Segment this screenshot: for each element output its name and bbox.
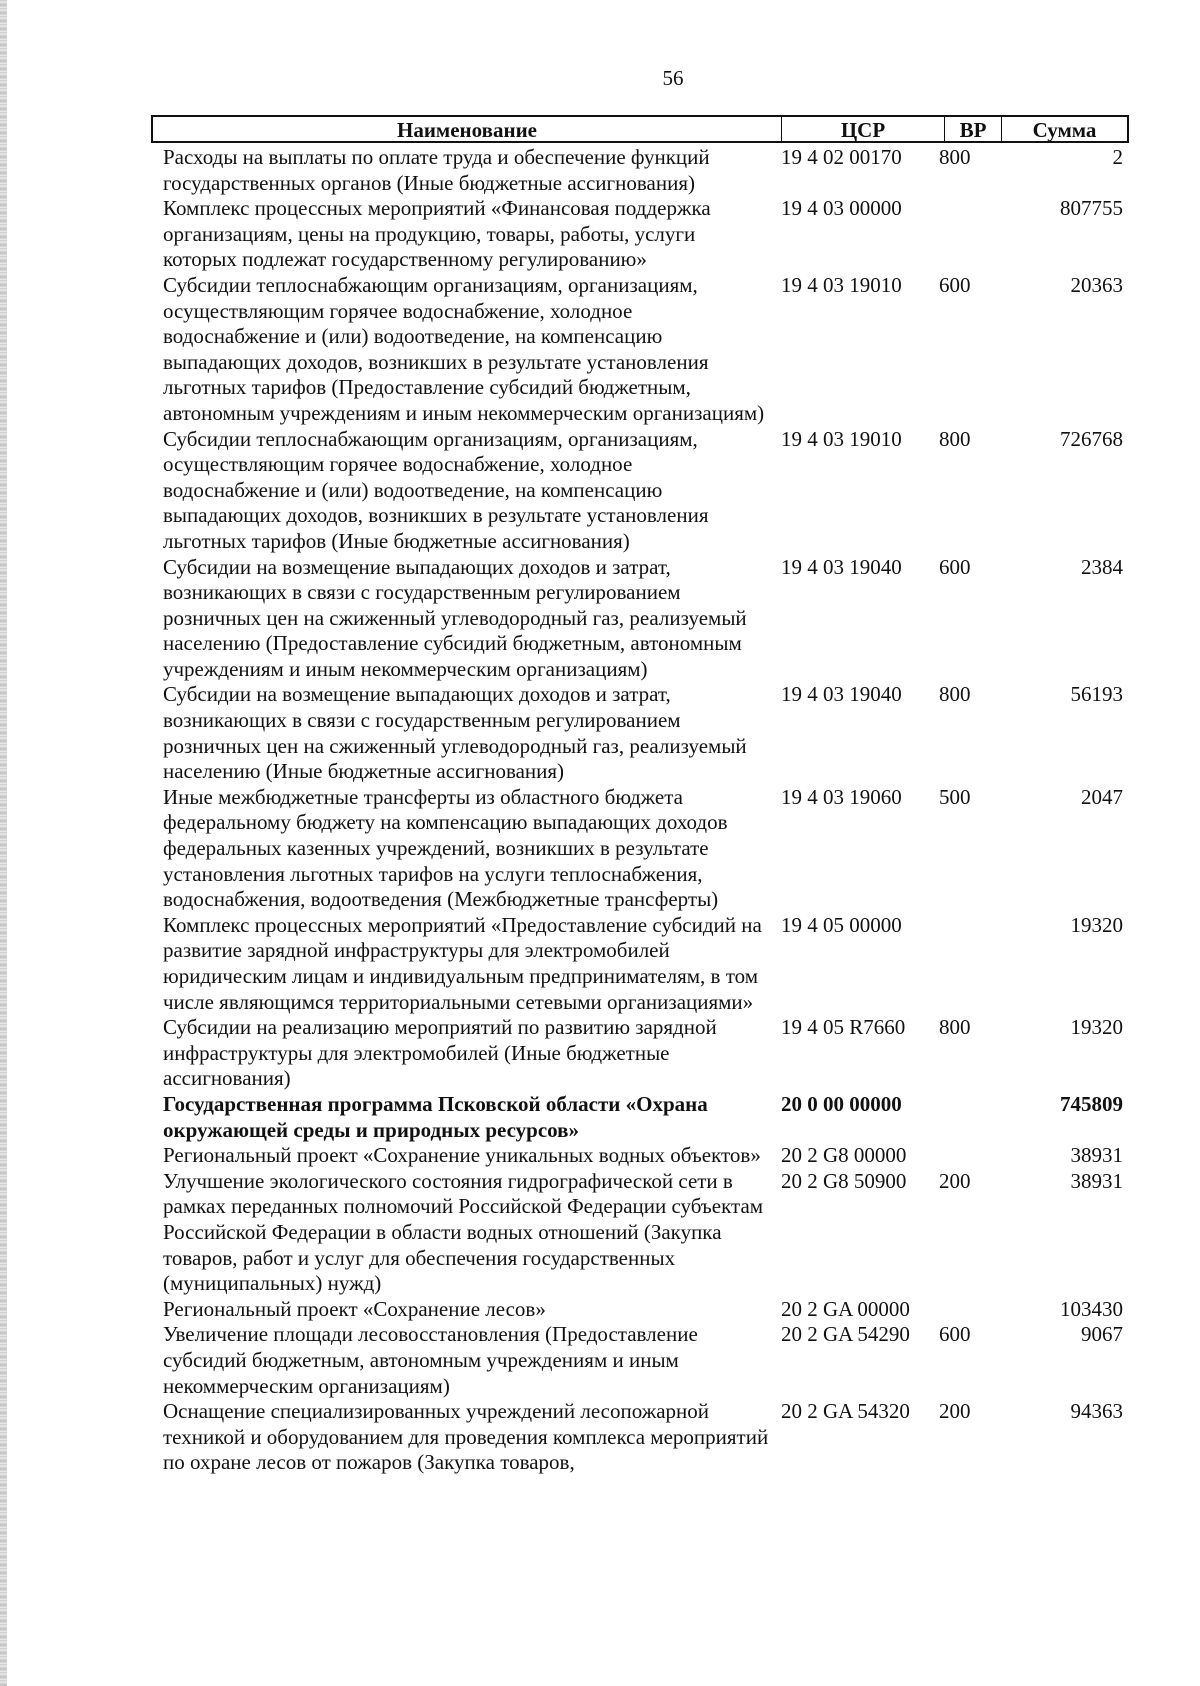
header-sum: Сумма (1032, 118, 1097, 142)
row-sum: 20363 (1070, 272, 1123, 297)
row-vr: 200 (939, 1399, 971, 1424)
row-sum: 56193 (1070, 682, 1123, 707)
row-sum: 38931 (1070, 1143, 1123, 1168)
row-sum: 94363 (1070, 1399, 1123, 1424)
row-csr: 19 4 05 R7660 (781, 1015, 906, 1040)
row-vr: 600 (939, 272, 971, 297)
row-csr: 20 2 GA 00000 (781, 1296, 910, 1321)
row-vr: 800 (939, 426, 971, 451)
row-csr: 20 2 GA 54320 (781, 1399, 910, 1424)
row-sum: 9067 (1081, 1322, 1123, 1347)
page-number: 56 (662, 66, 684, 90)
row-csr: 19 4 03 00000 (781, 196, 902, 221)
row-name: Иные межбюджетные трансферты из областного бюджета федеральному бюджету на компенсацию выпадающих доходов федеральных казенных учреждений, возникших в результате установления льготных тарифов на услуги теплоснабжения, водоснабжения, водоотведения (Межбюджетные трансферты) (163, 784, 728, 912)
table-row (163, 145, 1123, 196)
header-vr: ВР (945, 117, 1002, 141)
row-csr: 19 4 02 00170 (781, 145, 902, 169)
scan-edge (0, 0, 7, 1686)
row-vr: 800 (939, 1015, 971, 1040)
row-name: Субсидии на возмещение выпадающих доходов и затрат, возникающих в связи с государственным регулированием розничных цен на сжиженный углеводородный газ, реализуемый населению (Предоставление субсидий бюджетным, автономным учреждениям и иным некоммерческим организациям) (163, 554, 747, 681)
row-sum: 19320 (1070, 1015, 1123, 1040)
row-vr (931, 1092, 991, 1143)
row-csr: 19 4 05 00000 (781, 912, 902, 937)
row-name: Комплекс процессных мероприятий «Предоставление субсидий на развитие зарядной инфраструктуры для электромобилей юридическим лицам и индивидуальным предпринимателям, в том числе являющимся территориальными сетевыми организациями» (163, 912, 762, 1014)
table-row (163, 682, 1123, 784)
row-sum: 2384 (1081, 554, 1123, 579)
row-vr: 600 (939, 1322, 971, 1347)
row-csr: 20 2 GA 54290 (781, 1322, 910, 1347)
table-row (163, 555, 1123, 683)
table-row (163, 1169, 1123, 1297)
row-name: Субсидии на реализацию мероприятий по развитию зарядной инфраструктуры для электромобилей (Иные бюджетные ассигнования) (163, 1015, 717, 1091)
row-sum: 745809 (1060, 1091, 1123, 1116)
row-csr: 19 4 03 19060 (781, 784, 902, 809)
table-row (163, 1399, 1123, 1476)
row-sum: 19320 (1070, 912, 1123, 937)
header-csr: ЦСР (782, 117, 945, 141)
row-csr: 19 4 03 19010 (781, 426, 902, 451)
row-sum: 726768 (1060, 426, 1123, 451)
table-header (151, 115, 1129, 143)
row-name: Государственная программа Псковской области «Охрана окружающей среды и природных ресурсов» (163, 1091, 708, 1142)
row-vr (931, 196, 991, 273)
row-name: Субсидии теплоснабжающим организациям, организациям, осуществляющим горячее водоснабжение, холодное водоснабжение и (или) водоотведение, на компенсацию выпадающих доходов, возникших в результате установления льготных тарифов (Иные бюджетные ассигнования) (163, 426, 709, 553)
row-vr: 800 (939, 145, 971, 169)
table-row (163, 913, 1123, 1015)
row-csr: 19 4 03 19040 (781, 682, 902, 707)
row-name: Субсидии теплоснабжающим организациям, организациям, осуществляющим горячее водоснабжение, холодное водоснабжение и (или) водоотведение, на компенсацию выпадающих доходов, возникших в результате установления льготных тарифов (Предоставление субсидий бюджетным, автономным учреждениям и иным некоммерческим организациям) (163, 272, 765, 425)
row-name: Субсидии на возмещение выпадающих доходов и затрат, возникающих в связи с государственным регулированием розничных цен на сжиженный углеводородный газ, реализуемый населению (Иные бюджетные ассигнования) (163, 682, 747, 784)
row-name: Оснащение специализированных учреждений лесопожарной техникой и оборудованием для проведения комплекса мероприятий по охране лесов от пожаров (Закупка товаров, (163, 1399, 769, 1475)
table-body (163, 145, 1123, 1476)
row-sum: 103430 (1060, 1296, 1123, 1321)
row-sum: 2 (1112, 145, 1123, 169)
row-vr (931, 1297, 991, 1323)
row-csr: 20 0 00 00000 (781, 1091, 902, 1116)
table-row (163, 427, 1123, 555)
row-name: Улучшение экологического состояния гидрографической сети в рамках переданных полномочий Российской Федерации субъектам Российской Федерации в области водных отношений (Закупка товаров, работ и услуг для обеспечения государственных (муниципальных) нужд) (163, 1168, 764, 1296)
row-name: Комплекс процессных мероприятий «Финансовая поддержка организациям, цены на продукцию, товары, работы, услуги которых подлежат государственному регулированию» (163, 196, 711, 272)
row-csr: 19 4 03 19040 (781, 554, 902, 579)
table-row (163, 273, 1123, 427)
row-sum: 38931 (1070, 1168, 1123, 1193)
table-row (163, 1297, 1123, 1323)
table-row (163, 1322, 1123, 1399)
row-vr: 200 (939, 1168, 971, 1193)
row-vr: 500 (939, 784, 971, 809)
row-name: Расходы на выплаты по оплате труда и обеспечение функций государственных органов (Иные бюджетные ассигнования) (163, 145, 710, 195)
row-vr: 800 (939, 682, 971, 707)
table-row-program (163, 1092, 1123, 1143)
header-name: Наименование (153, 117, 782, 141)
row-csr: 20 2 G8 50900 (781, 1168, 907, 1193)
row-vr (931, 1143, 991, 1169)
row-csr: 19 4 03 19010 (781, 272, 902, 297)
table-row (163, 1015, 1123, 1092)
row-csr: 20 2 G8 00000 (781, 1143, 907, 1168)
row-name: Региональный проект «Сохранение уникальных водных объектов» (163, 1143, 761, 1168)
table-row (163, 196, 1123, 273)
row-sum: 807755 (1060, 196, 1123, 221)
row-vr (931, 913, 991, 1015)
table-row (163, 785, 1123, 913)
table-row (163, 1143, 1123, 1169)
row-vr: 600 (939, 554, 971, 579)
row-name: Увеличение площади лесовосстановления (Предоставление субсидий бюджетным, автономным учреждениям и иным некоммерческим организациям) (163, 1322, 698, 1398)
row-sum: 2047 (1081, 784, 1123, 809)
row-name: Региональный проект «Сохранение лесов» (163, 1296, 546, 1321)
